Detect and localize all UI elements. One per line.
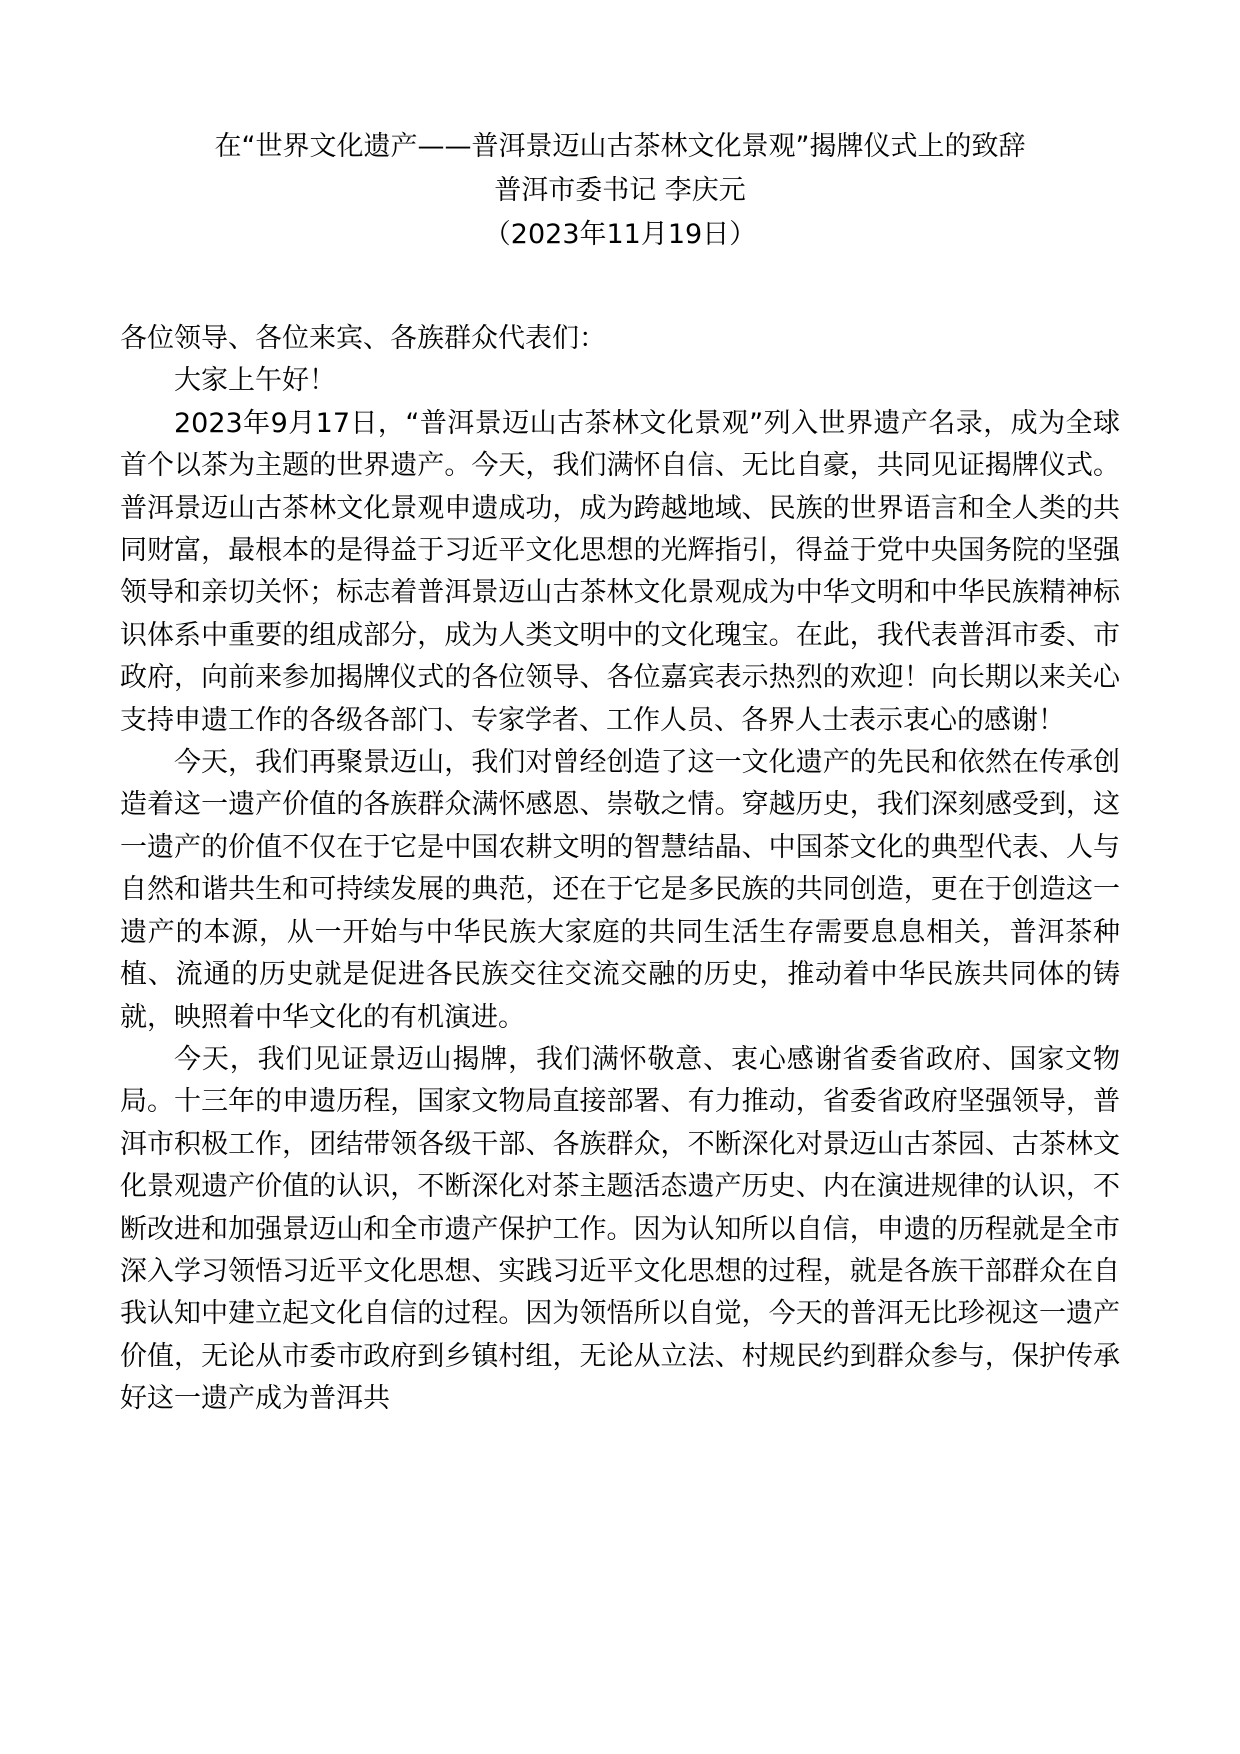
document-author: 普洱市委书记 李庆元: [494, 175, 746, 206]
document-body: [120, 318, 1120, 1421]
document-date: （2023年11月19日）: [483, 219, 757, 250]
greeting-paragraph: 大家上午好！: [174, 365, 336, 397]
body-paragraph: 今天，我们见证景迈山揭牌，我们满怀敬意、衷心感谢省委省政府、国家文物局。十三年的申遗历程，国家文物局直接部署、有力推动，省委省政府坚强领导，普洱市积极工作，团结带领各级干部、各族群众，不断深化对景迈山古茶园、古茶林文化景观遗产价值的认识，不断深化对茶主题活态遗产历史、内在演进规律的认识，不断改进和加强景迈山和全市遗产保护工作。因为认知所以自信，申遗的历程就是全市深入学习领悟习近平文化思想、实践习近平文化思想的过程，就是各族干部群众在自我认知中建立起文化自信的过程。因为领悟所以自觉，今天的普洱无比珍视这一遗产价值，无论从市委市政府到乡镇村组，无论从立法、村规民约到群众参与，保护传承好这一遗产成为普洱共: [120, 1043, 1120, 1415]
body-paragraph: 2023年9月17日，“普洱景迈山古茶林文化景观”列入世界遗产名录，成为全球首个以茶为主题的世界遗产。今天，我们满怀自信、无比自豪，共同见证揭牌仪式。普洱景迈山古茶林文化景观申遗成功，成为跨越地域、民族的世界语言和全人类的共同财富，最根本的是得益于习近平文化思想的光辉指引，得益于党中央国务院的坚强领导和亲切关怀；标志着普洱景迈山古茶林文化景观成为中华文明和中华民族精神标识体系中重要的组成部分，成为人类文明中的文化瑰宝。在此，我代表普洱市委、市政府，向前来参加揭牌仪式的各位领导、各位嘉宾表示热烈的欢迎！向长期以来关心支持申遗工作的各级各部门、专家学者、工作人员、各界人士表示衷心的感谢！: [120, 407, 1120, 736]
salutation: 各位领导、各位来宾、各族群众代表们：: [120, 323, 606, 354]
document-header: [0, 125, 1240, 257]
body-paragraph: 今天，我们再聚景迈山，我们对曾经创造了这一文化遗产的先民和依然在传承创造着这一遗产价值的各族群众满怀感恩、崇敬之情。穿越历史，我们深刻感受到，这一遗产的价值不仅在于它是中国农耕文明的智慧结晶、中国茶文化的典型代表、人与自然和谐共生和可持续发展的典范，还在于它是多民族的共同创造，更在于创造这一遗产的本源，从一开始与中华民族大家庭的共同生活生存需要息息相关，普洱茶种植、流通的历史就是促进各民族交往交流交融的历史，推动着中华民族共同体的铸就，映照着中华文化的有机演进。: [120, 747, 1120, 1033]
document-title: 在“世界文化遗产——普洱景迈山古茶林文化景观”揭牌仪式上的致辞: [214, 131, 1026, 162]
